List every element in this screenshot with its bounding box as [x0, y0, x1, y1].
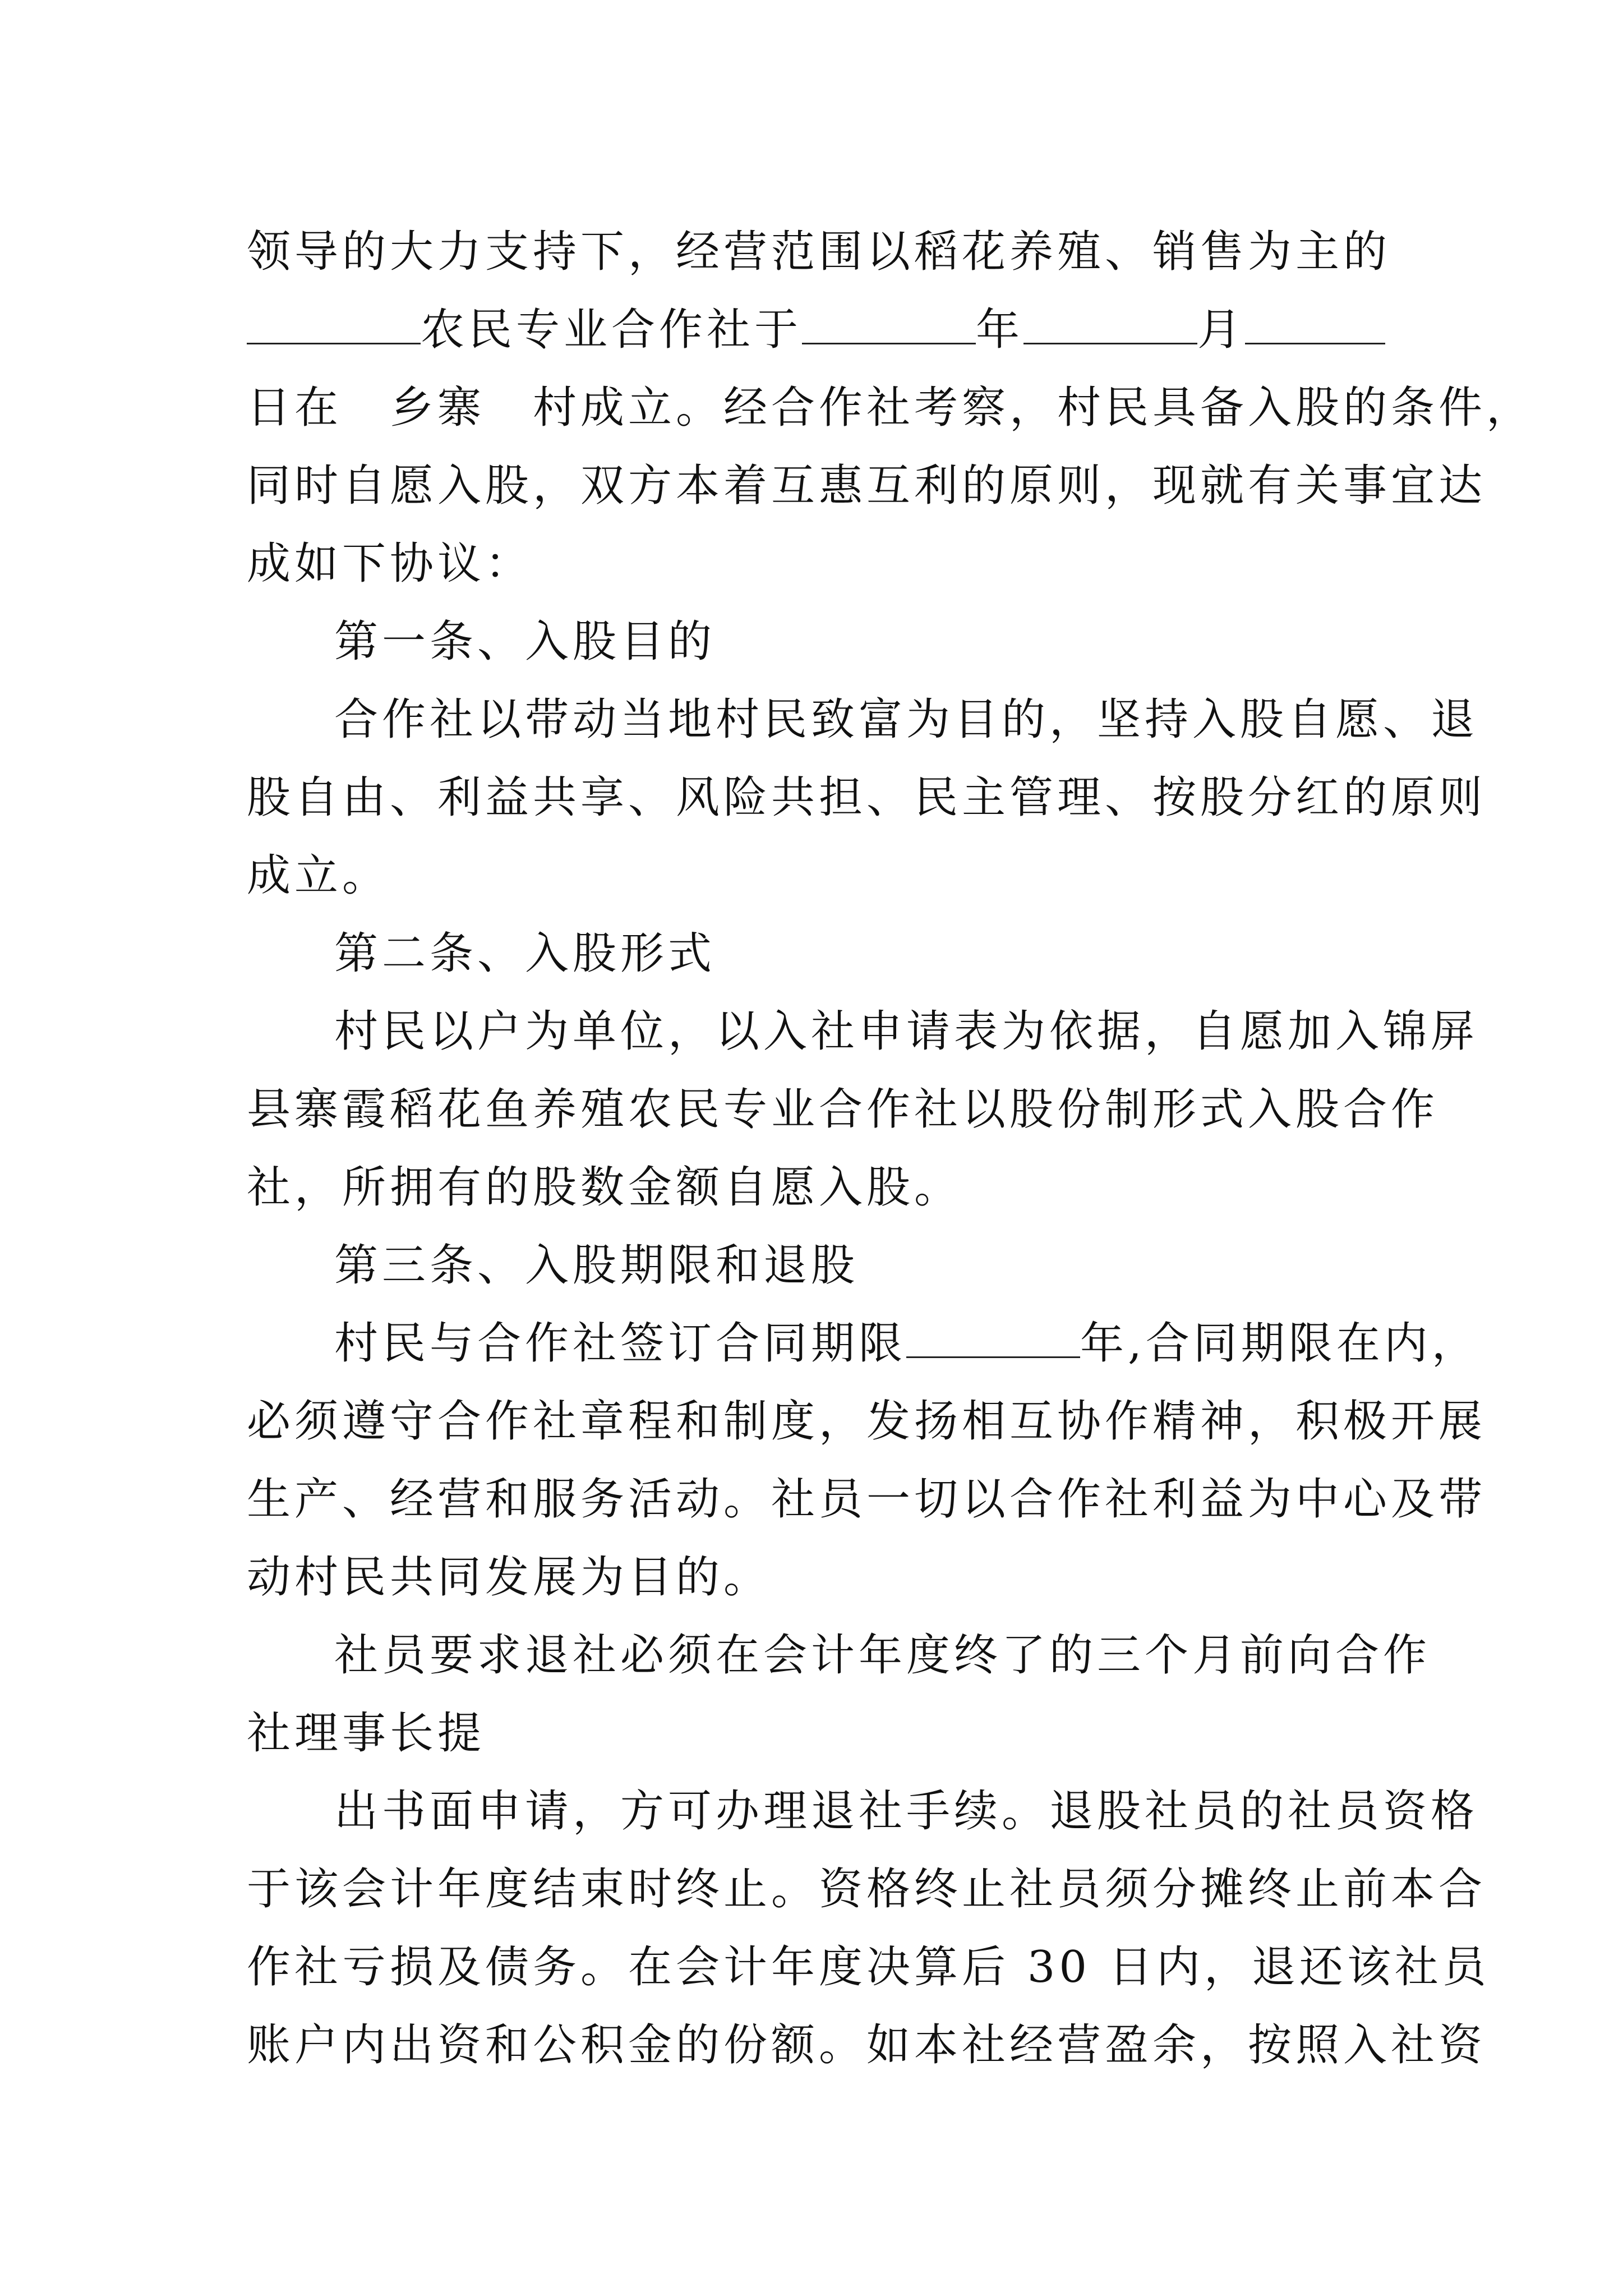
text-line: 日在 乡寨 村成立。经合作社考察，村民具备入股的条件，	[247, 383, 1534, 433]
text-line: 县寨霞稻花鱼养殖农民专业合作社以股份制形式入股合作	[247, 1084, 1439, 1135]
text-line: 同时自愿入股，双方本着互惠互利的原则，现就有关事宜达	[247, 461, 1487, 511]
text-line: 于该会计年度结束时终止。资格终止社员须分摊终止前本合	[247, 1864, 1487, 1915]
text-line: 动村民共同发展为目的。	[247, 1552, 772, 1603]
text-line: 股自由、利益共享、风险共担、民主管理、按股分红的原则	[247, 772, 1487, 823]
text-line: 成立。	[247, 850, 390, 901]
blank-month[interactable]	[1023, 307, 1197, 344]
text-line: 领导的大力支持下，经营范围以稻花养殖、销售为主的	[247, 227, 1391, 277]
text-line: 生产、经营和服务活动。社员一切以合作社利益为中心及带	[247, 1474, 1487, 1525]
text-line: 社理事长提	[247, 1708, 486, 1759]
section-heading: 第一条、入股目的	[334, 616, 716, 667]
text-fragment: 村民与合作社签订合同期限	[334, 1318, 907, 1369]
text-line-with-blanks	[247, 291, 1385, 369]
text-fragment: 年,合同期限在内，	[1080, 1318, 1479, 1369]
blank-day[interactable]	[1245, 307, 1385, 344]
text-line: 社员要求退社必须在会计年度终了的三个月前向合作	[334, 1630, 1431, 1681]
text-fragment: 农民专业合作社于	[421, 305, 803, 355]
text-line: 合作社以带动当地村民致富为目的，坚持入股自愿、退	[334, 694, 1479, 745]
text-fragment: 年	[976, 305, 1024, 355]
text-line: 必须遵守合作社章程和制度，发扬相互协作精神，积极开展	[247, 1396, 1487, 1447]
blank-year[interactable]	[802, 307, 976, 344]
section-heading: 第二条、入股形式	[334, 928, 716, 979]
text-line: 社，所拥有的股数金额自愿入股。	[247, 1162, 962, 1213]
blank-cooperative-name[interactable]	[247, 307, 421, 344]
document-page	[247, 213, 1534, 2085]
text-line-with-blanks	[247, 1305, 1479, 1383]
text-line: 作社亏损及债务。在会计年度决算后 30 日内，退还该社员	[247, 1942, 1490, 1993]
text-line: 出书面申请，方可办理退社手续。退股社员的社员资格	[334, 1786, 1479, 1837]
text-line: 成如下协议：	[247, 539, 533, 589]
text-fragment: 月	[1197, 305, 1246, 355]
text-line: 村民以户为单位，以入社申请表为依据，自愿加入锦屏	[334, 1006, 1479, 1057]
section-heading: 第三条、入股期限和退股	[334, 1240, 859, 1291]
blank-contract-years[interactable]	[906, 1320, 1080, 1358]
text-line: 账户内出资和公积金的份额。如本社经营盈余，按照入社资	[247, 2020, 1487, 2070]
